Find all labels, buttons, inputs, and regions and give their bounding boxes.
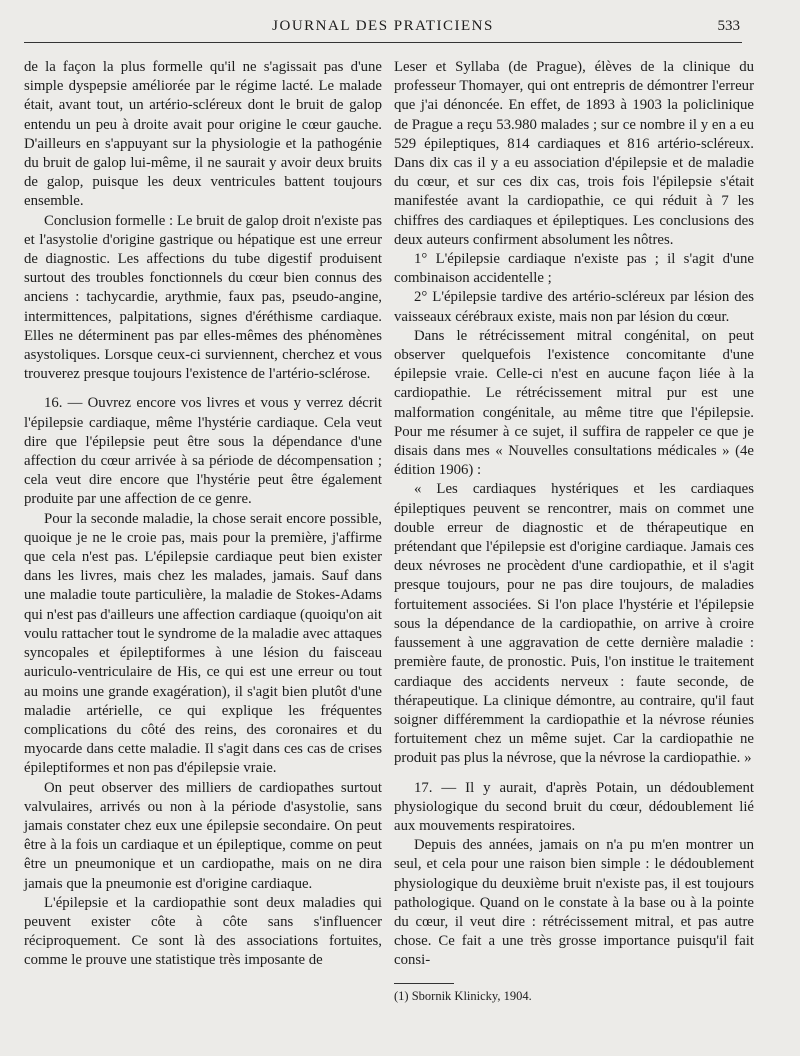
footnote-divider — [394, 983, 454, 984]
footnote: (1) Sbornik Klinicky, 1904. — [394, 988, 532, 1003]
left-column — [24, 58, 382, 971]
quotation: « Les cardiaques hystériques et les cardiaques épileptiques peuvent se rencontrer, mais on commet une double erreur de diagnostic et de thérapeutique en prétendant que l'épilepsie est d'origine cardiaque. Jamais ces deux névroses ne procèdent d'une cardiopathie, et il s'agit presque toujours, pour ne pas dire toujours, de maladies fortuitement associées. Si l'on place l'hystérie et l'épilepsie sous la dépendance de la cardiopathie, on arrive à croire faussement à une aggravation de cette dernière maladie : première faute, de pronostic. Puis, l'on institue le traitement cardiaque des accidents nerveux : faute seconde, de thérapeutique. La clinique démontre, au contraire, qu'il faut soigner différemment la cardiopathie et la névrose réunies fortuitement chez un même sujet. Car la cardiopathie ne produit pas plus la névrose, que la névrose la cardiopathie. » — [394, 481, 754, 767]
paragraph: Pour la seconde maladie, la chose serait encore possible, quoique je ne le croie pas, mais pour la première, j'affirme que cela n'est pas. L'épilepsie cardiaque peut bien exister dans les livres, mais chez les malades, jamais. Sauf dans une maladie toute particulière, la maladie de Stokes-Adams qui n'est pas d'ailleurs une affection cardiaque (quoiqu'on ait voulu rattacher tout le syndrome de la maladie avec attaques syncopales et épileptiformes à une lésion du faisceau auriculo-ventriculaire de His, ce qui est une erreur ou tout au moins une grande exagération), il s'agit bien plutôt d'une maladie artérielle, ce qui explique les fréquentes complications du côté des reins, des coronaires et du myocarde dans cette maladie. Il s'agit dans ces cas de crises épileptiformes et non pas d'épilepsie vraie. — [24, 510, 382, 777]
paragraph: Depuis des années, jamais on n'a pu m'en montrer un seul, et cela pour une raison bien simple : le dédoublement physiologique du deuxième bruit n'existe pas, il est toujours pathologique. Quand on le constate à la base ou à la pointe du cœur, il veut dire : rétrécissement mitral, et pas autre chose. Ce fait a une très grosse importance puisqu'il fait consi- — [394, 837, 754, 969]
page-header — [24, 14, 742, 43]
paragraph: de la façon la plus formelle qu'il ne s'agissait pas d'une simple dyspepsie améliorée par le régime lacté. Le malade était, avant tout, un artério-scléreux dont le bruit de galop entendu un peu à droite avait pour origine le cœur gauche. D'ailleurs en s'appuyant sur la physiologie et la pathogénie du bruit de galop lui-même, il ne saurait y avoir deux bruits de galop, puisque les deux ventricules battent toujours ensemble. — [24, 59, 382, 210]
conclusion-item-1: 1° L'épilepsie cardiaque n'existe pas ; il s'agit d'une combinaison accidentelle ; — [394, 251, 754, 287]
paragraph: On peut observer des milliers de cardiopathes surtout valvulaires, arrivés ou non à la période d'asystolie, sans jamais constater chez eux une épilepsie secondaire. On peut être à la fois un cardiaque et un épileptique, comme on peut être un pneumonique et un cardiopathe, mais on ne dira jamais que la pneumonie est d'origine cardiaque. — [24, 779, 382, 892]
section-17-paragraph: 17. — Il y aurait, d'après Potain, un dédoublement physiologique du second bruit du cœur, dédoublement lié aux mouvements respiratoires. — [394, 779, 754, 834]
paragraph: Conclusion formelle : Le bruit de galop droit n'existe pas et l'asystolie d'origine gastrique ou hépatique est une erreur de diagnostic. Les affections du tube digestif produisent surtout des troubles fonctionnels du cœur bien connus des anciens : tachycardie, arythmie, faux pas, pseudo-angine, intermittences, palpitations, signes d'éréthisme cardiaque. Elles ne déterminent pas par elles-mêmes des phénomènes asystoliques. Lorsque ceux-ci surviennent, cherchez et vous trouverez presque toujours l'existence de l'artério-sclérose. — [24, 212, 382, 383]
paragraph: L'épilepsie et la cardiopathie sont deux maladies qui peuvent exister côte à côte sans s'influencer réciproquement. Ce sont là des associations fortuites, comme le prouve une statistique très imposante de — [24, 894, 382, 969]
paragraph: Leser et Syllaba (de Prague), élèves de la clinique du professeur Thomayer, qui ont entrepris de démontrer l'erreur que j'ai dénoncée. En effet, de 1893 à 1903 la policlinique de Prague a reçu 53.980 malades ; sur ce nombre il y en a eu 529 épileptiques, 814 cardiaques et 816 artério-scléreux. Dans dix cas il y a eu association d'épilepsie et de maladie du cœur, et sur ces dix cas, trois fois l'épilepsie s'était manifestée avant la cardiopathie, ce qui réduit à 7 les chiffres des cardiaques et épileptiques. Les conclusions des deux auteurs confirment absolument les nôtres. — [394, 59, 754, 248]
conclusion-item-2: 2° L'épilepsie tardive des artério-scléreux par lésion des vaisseaux cérébraux existe, mais non par lésion du cœur. — [394, 289, 754, 325]
right-column — [394, 58, 754, 1004]
section-16-paragraph: 16. — Ouvrez encore vos livres et vous y verrez décrit l'épilepsie cardiaque, même l'hystérie cardiaque. Cela veut dire que l'épilepsie peut être sous la dépendance d'une affection du cœur arrivée à sa période de décompensation ; cela veut dire encore que l'hystérie peut être également produite par une affection de ce genre. — [24, 395, 382, 508]
paragraph: Dans le rétrécissement mitral congénital, on peut observer quelquefois l'existence concomitante d'une épilepsie vraie. Celle-ci n'est en aucune façon liée à la cardiopathie. Le rétrécissement mitral pur est une malformation congénitale, au même titre que l'épilepsie. Pour me résumer à ce sujet, il suffira de rappeler ce que je disais dans mes « Nouvelles consultations médicales » (4e édition 1906) : — [394, 327, 754, 479]
page-number: 533 — [717, 18, 740, 34]
journal-title: JOURNAL DES PRATICIENS — [272, 18, 494, 34]
